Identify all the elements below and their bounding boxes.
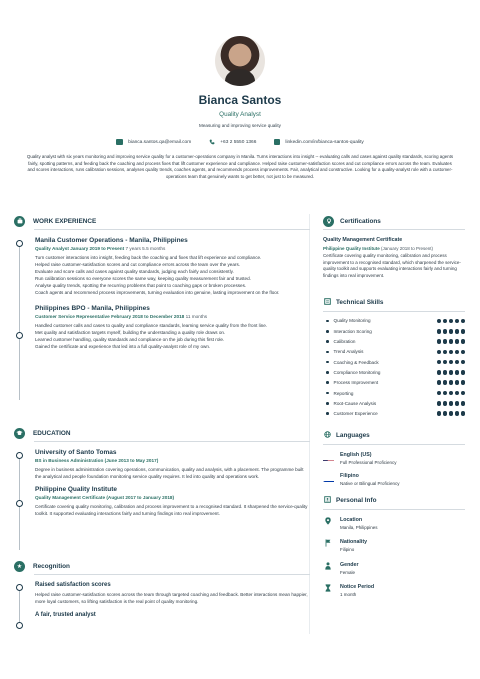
hourglass-icon (323, 584, 332, 595)
entry-description: Degree in business administration covering operations, communication, quality and analysis, with a placement. The programme built the analytical and people foundation monitoring service quality requires. It led into quality and operations work. (35, 467, 304, 479)
skill-rating (437, 350, 466, 355)
rating-dot (443, 319, 448, 324)
rating-dot (461, 391, 466, 396)
entry-subtitle: Customer Service Representative February 2018 to December 2018 11 months (35, 314, 208, 320)
entry-description: Certificate covering quality monitoring, calibration and process improvement to a recognised standard. It sharpened the service-quality toolkit. It supported evaluating interactions fairly and turning findings into real improvement. (35, 503, 308, 516)
languages-list (323, 452, 465, 486)
skill-rating (437, 411, 466, 416)
skill-rating (437, 329, 466, 334)
person-icon (323, 562, 332, 573)
rating-dot (449, 380, 454, 385)
recognition-entry (35, 612, 310, 618)
skill-item (323, 398, 465, 408)
skill-name: Compliance Monitoring (323, 370, 380, 375)
recognition-entry (35, 582, 310, 606)
rating-dot (443, 401, 448, 406)
star-icon: ★ (14, 561, 25, 572)
language-level: Native or Bilingual Proficiency (340, 480, 400, 486)
rating-dot (449, 360, 454, 365)
skill-rating (437, 401, 466, 406)
recognition-header (14, 559, 310, 573)
rating-dot (437, 370, 442, 375)
personal-item: Notice Period 1 month (323, 584, 465, 607)
entry-description: Turn customer interactions into insight, feeding back the coaching and fixes that lift experience and compliance. Helped raise customer-satisfaction scores and cut compliance errors across the team over the years. Evaluate and score calls and cases against quality standards, judging each fairly and consistently. Run calibration sessions so everyone scores the same way, keeping quality measurement fair and trusted. Analyse quality trends, spotting the recurring problems that point to coaching gaps or broken processes. Coach agents and recommend process improvements, turning evaluation into genuine, lasting improvement on the floor. (35, 255, 280, 295)
entry-title: University of Santo Tomas (35, 449, 117, 456)
rating-dot (455, 360, 460, 365)
rating-dot (461, 350, 466, 355)
experience-timeline (19, 237, 310, 406)
skill-rating (437, 380, 466, 385)
cert-description: Certificate covering quality monitoring, calibration and process improvement to a recognised standard, which sharpened the service-quality toolkit and supports evaluating interactions fairly and turning findings into real improvement. (323, 253, 461, 279)
flag-icon (323, 539, 332, 550)
rating-dot (449, 329, 454, 334)
tagline: Measuring and improving service quality (199, 123, 281, 128)
entry-subtitle: Quality Management Certificate (August 2017 to January 2018) (35, 494, 175, 500)
skill-name: Quality Monitoring (323, 318, 371, 323)
candidate-name: Bianca Santos (198, 93, 282, 107)
rating-dot (437, 360, 442, 365)
rating-dot (455, 350, 460, 355)
email-text[interactable]: bianca.santos.qa@email.com (128, 139, 192, 145)
languages-title: Languages (336, 432, 370, 440)
contact-bar (0, 139, 480, 145)
skill-name: Process Improvement (323, 380, 378, 385)
personal-item: Nationality Filipino (323, 539, 465, 562)
rating-dot (461, 370, 466, 375)
recognition-timeline (19, 582, 310, 618)
rating-dot (437, 411, 442, 416)
left-column (14, 214, 310, 618)
id-card-icon (323, 496, 332, 506)
us-flag-icon (323, 454, 334, 461)
personal-list (323, 517, 465, 607)
skill-name: Root-Cause Analysis (323, 401, 376, 406)
language-item (323, 452, 465, 465)
skill-rating (437, 319, 466, 324)
personal-title: Personal Info (336, 497, 377, 505)
entry-title: Philippines BPO - Manila, Philippines (35, 305, 150, 313)
phone-icon (209, 139, 215, 145)
linkedin-icon (274, 139, 280, 145)
skill-item (323, 388, 465, 398)
skill-item (323, 367, 465, 377)
education-timeline (19, 449, 310, 551)
rating-dot (437, 319, 442, 324)
rating-dot (449, 391, 454, 396)
location-icon (323, 517, 332, 528)
rating-dot (461, 380, 466, 385)
skill-name: Calibration (323, 339, 355, 344)
rating-dot (461, 329, 466, 334)
rating-dot (437, 329, 442, 334)
phone-text[interactable]: +63 2 5550 1366 (220, 139, 257, 145)
rating-dot (443, 360, 448, 365)
right-column (323, 214, 465, 607)
rating-dot (455, 380, 460, 385)
rating-dot (461, 339, 466, 344)
certificate-icon (323, 216, 334, 227)
certifications-header (323, 214, 465, 228)
entry-title: Raised satisfaction scores (35, 582, 111, 588)
rating-dot (455, 329, 460, 334)
language-item (323, 473, 465, 486)
skill-name: Interaction Scoring (323, 329, 372, 334)
rating-dot (443, 380, 448, 385)
experience-entry (35, 305, 310, 351)
rating-dot (449, 339, 454, 344)
rating-dot (437, 401, 442, 406)
education-header (14, 426, 310, 440)
ph-flag-icon (323, 475, 334, 482)
language-level: Full Professional Proficiency (340, 459, 397, 465)
profile-photo (215, 36, 265, 86)
skills-header (323, 296, 465, 310)
cert-title: Quality Management Certificate (323, 237, 403, 243)
education-entry (35, 449, 310, 481)
skill-rating (437, 339, 466, 344)
rating-dot (449, 350, 454, 355)
list-icon (323, 298, 332, 307)
contact-phone[interactable] (209, 139, 256, 145)
skill-item (323, 378, 465, 388)
linkedin-text[interactable]: linkedin.com/in/bianca-santos-quality (285, 139, 364, 145)
rating-dot (443, 350, 448, 355)
skill-rating (437, 391, 466, 396)
certification-entry (323, 237, 465, 280)
contact-linkedin[interactable] (274, 139, 363, 145)
rating-dot (449, 319, 454, 324)
email-icon (116, 139, 123, 145)
skill-item (323, 347, 465, 357)
rating-dot (449, 401, 454, 406)
rating-dot (461, 319, 466, 324)
skill-item (323, 336, 465, 346)
skill-item (323, 408, 465, 418)
entry-description: Helped raise customer-satisfaction scores across the team through targeted coaching and feedback. Better interactions mean happier, more loyal customers, so lifting satisfaction is the real point of quality monitoring. (35, 592, 308, 604)
rating-dot (443, 391, 448, 396)
skill-name: Trend Analysis (323, 349, 363, 354)
job-title: Quality Analyst (219, 111, 261, 118)
education-entry (35, 486, 310, 518)
rating-dot (443, 370, 448, 375)
rating-dot (437, 391, 442, 396)
skill-item (323, 316, 465, 326)
recognition-title: Recognition (33, 562, 70, 570)
personal-item: Gender Female (323, 562, 465, 585)
rating-dot (443, 329, 448, 334)
skills-title: Technical Skills (336, 299, 384, 307)
education-title: EDUCATION (33, 429, 71, 437)
rating-dot (449, 370, 454, 375)
skill-name: Customer Experience (323, 411, 378, 416)
rating-dot (455, 370, 460, 375)
entry-title: Philippine Quality Institute (35, 485, 117, 493)
rating-dot (449, 411, 454, 416)
rating-dot (443, 411, 448, 416)
rating-dot (455, 391, 460, 396)
rating-dot (455, 401, 460, 406)
contact-email[interactable] (116, 139, 191, 145)
rating-dot (461, 401, 466, 406)
experience-header (14, 214, 310, 228)
languages-header (323, 429, 465, 443)
certifications-title: Certifications (340, 217, 381, 225)
experience-title: WORK EXPERIENCE (33, 217, 97, 225)
briefcase-icon (14, 216, 25, 227)
rating-dot (437, 380, 442, 385)
rating-dot (461, 411, 466, 416)
rating-dot (461, 360, 466, 365)
personal-item: Location Manila, Philippines (323, 517, 465, 540)
skill-item (323, 326, 465, 336)
globe-icon (323, 431, 332, 441)
experience-entry (35, 237, 310, 296)
rating-dot (443, 339, 448, 344)
entry-title: Manila Customer Operations - Manila, Philippines (35, 237, 188, 244)
language-name: Filipino (340, 472, 359, 479)
graduation-cap-icon (14, 428, 25, 439)
entry-description: Handled customer calls and cases to quality and compliance standards, learning service quality from the front line. Met quality and satisfaction targets myself, building the understanding a quality role draws on. Learned customer handling, quality standards and compliance on the job during this first role. Gained the certificate and experience that led into a full quality-analyst role of my own. (35, 323, 268, 350)
skill-name: Coaching & Feedback (323, 360, 379, 365)
entry-subtitle: Quality Analyst January 2019 to Present 7 years 5.5 months (35, 246, 166, 251)
skills-list (323, 316, 465, 419)
cert-issuer: Philippine Quality Institute (January 2018 to Present) (323, 246, 434, 251)
personal-header (323, 494, 465, 508)
skill-item (323, 357, 465, 367)
profile-summary: Quality analyst with six years monitoring and improving service quality for a customer-operations company in Manila. Turns interactions into insight -- evaluating calls and cases against quality standards, scoring agents fairly, spotting patterns, and feeding back the coaching and process fixes that lift customer experience and compliance. Helped raise customer-satisfaction scores and cut compliance errors across the team. Evaluates and scores interactions, runs calibration sessions, analyses quality trends, coaches agents, and recommends process improvements. Fair, analytical and constructive. Looking for a quality-analyst role with a customer-operations team that genuinely wants to get better, not just to be measured. (26, 154, 454, 179)
language-name: English (US) (340, 451, 372, 458)
rating-dot (437, 339, 442, 344)
rating-dot (455, 411, 460, 416)
skill-rating (437, 360, 466, 365)
entry-subtitle: BS in Business Administration (June 2013 to May 2017) (35, 458, 159, 463)
rating-dot (437, 350, 442, 355)
skill-name: Reporting (323, 391, 353, 396)
skill-rating (437, 370, 466, 375)
rating-dot (455, 319, 460, 324)
entry-title: A fair, trusted analyst (35, 611, 96, 618)
rating-dot (455, 339, 460, 344)
